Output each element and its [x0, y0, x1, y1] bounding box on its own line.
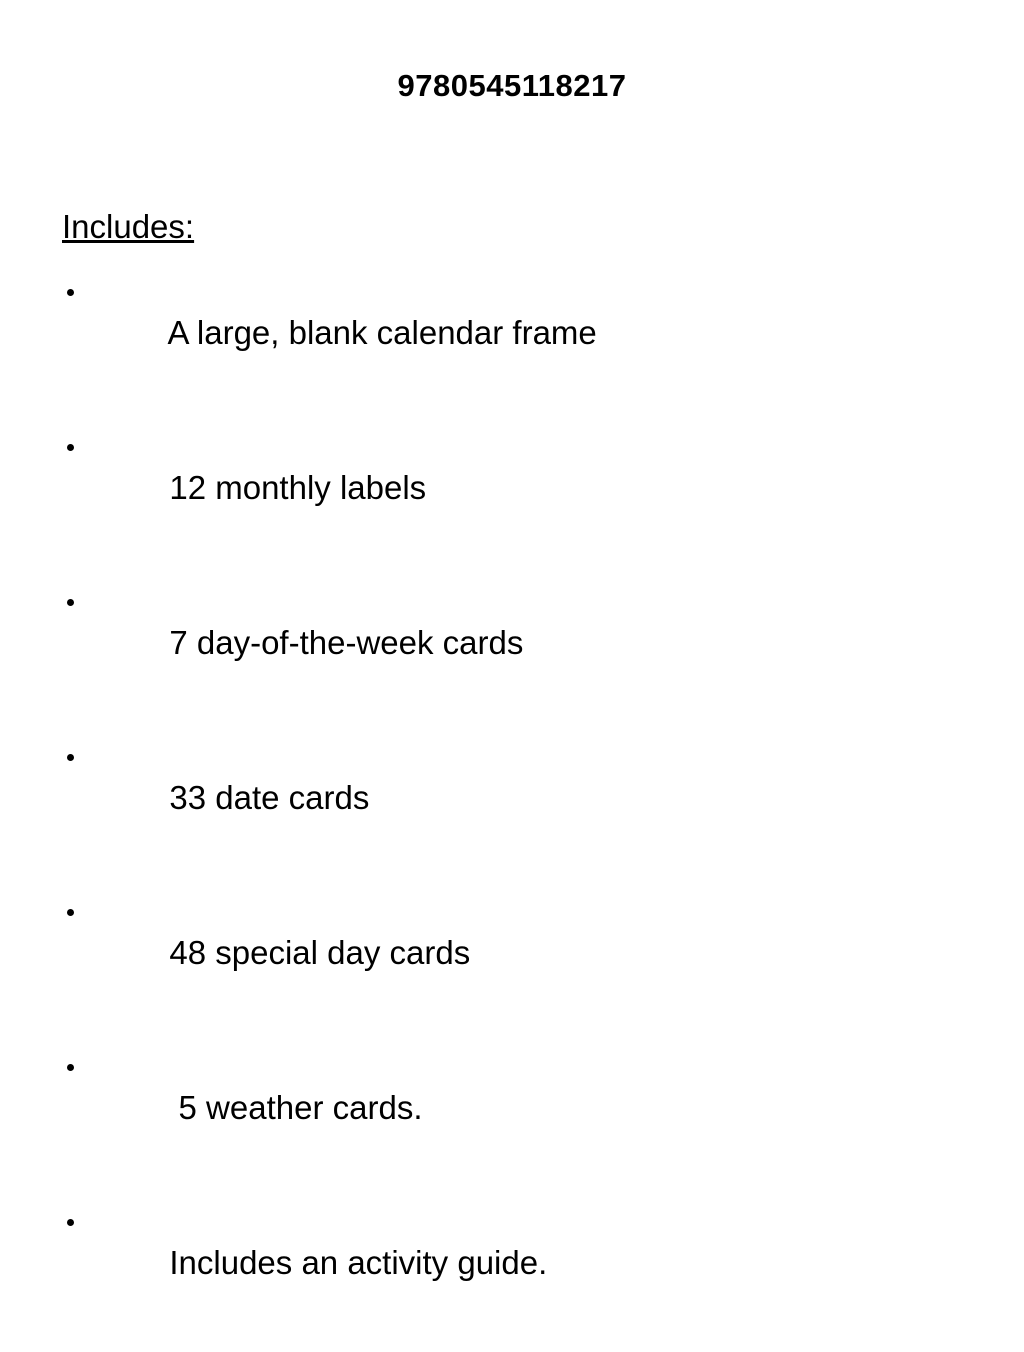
- list-item: [62, 577, 922, 709]
- includes-list: [62, 267, 922, 1329]
- list-item-text: A large, blank calendar frame: [167, 314, 597, 351]
- list-item-text: 48 special day cards: [169, 934, 471, 971]
- includes-section: [62, 205, 922, 1352]
- list-item-text: 12 monthly labels: [169, 469, 427, 506]
- list-item-text: 5 weather cards.: [169, 1089, 423, 1126]
- list-item: [62, 1042, 922, 1174]
- list-item: [62, 732, 922, 864]
- list-item: [62, 422, 922, 554]
- list-item-text: 7 day-of-the-week cards: [169, 624, 524, 661]
- list-item: [62, 1197, 922, 1329]
- list-item-text: 33 date cards: [169, 779, 370, 816]
- page-title: 9780545118217: [397, 68, 627, 103]
- includes-heading: Includes:: [62, 208, 195, 245]
- list-item: [62, 887, 922, 1019]
- list-item-text: Includes an activity guide.: [169, 1244, 548, 1281]
- list-item: [62, 267, 922, 399]
